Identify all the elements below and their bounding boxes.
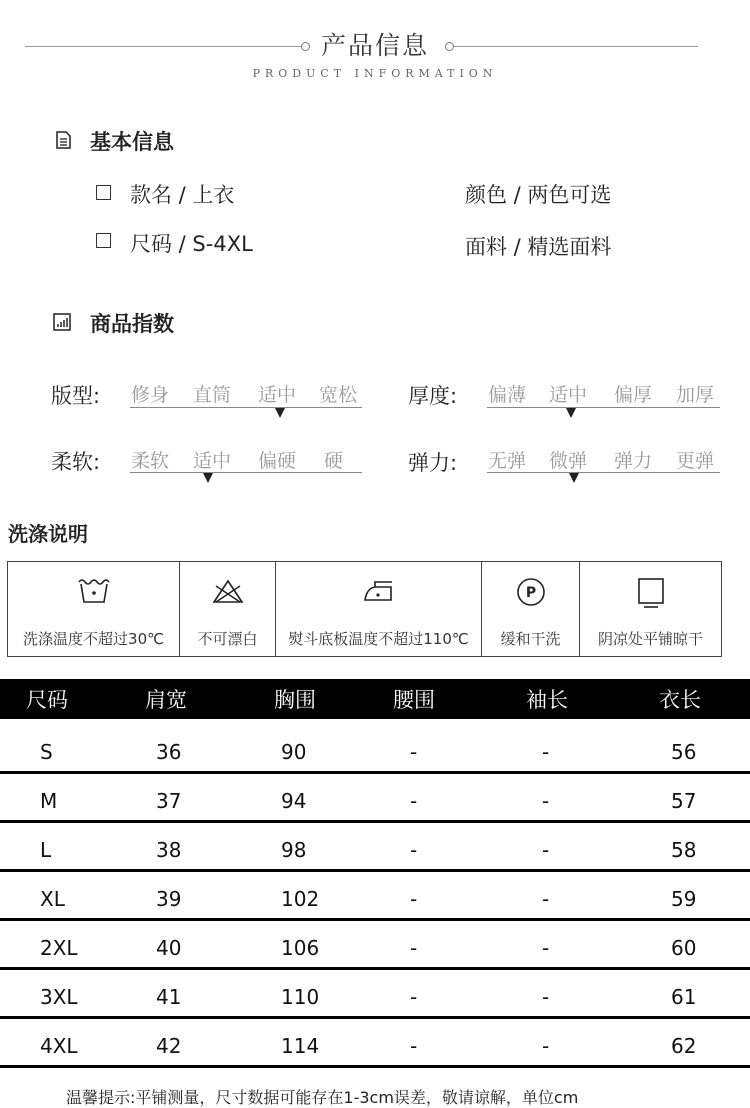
table-cell: - xyxy=(410,887,418,911)
dry-clean-icon xyxy=(482,576,579,612)
header-shoulder: 肩宽 xyxy=(145,688,187,712)
care-dry-text: 阴凉处平铺晾干 xyxy=(597,630,703,648)
index-elasticity-scale xyxy=(487,472,720,473)
tip-text: 温馨提示:平铺测量，尺寸数据可能存在1-3cm误差，敬请谅解，单位cm xyxy=(66,1088,579,1107)
table-cell: 36 xyxy=(156,740,182,764)
table-cell: - xyxy=(410,789,418,813)
product-index-title: 商品指数 xyxy=(90,312,174,336)
table-cell: 110 xyxy=(281,985,320,1009)
info-size: 尺码 / S-4XL xyxy=(130,232,253,256)
header-chest: 胸围 xyxy=(274,688,316,712)
checkbox-icon xyxy=(96,233,111,248)
table-row xyxy=(0,725,750,774)
table-cell: L xyxy=(40,838,52,862)
table-row xyxy=(0,774,750,823)
index-thickness-option: 适中 xyxy=(549,384,588,406)
care-cell-dryclean xyxy=(482,562,580,656)
care-cell-wash xyxy=(8,562,180,656)
table-cell: 61 xyxy=(671,985,697,1009)
index-softness-scale xyxy=(130,472,362,473)
table-cell: 58 xyxy=(671,838,697,862)
table-cell: - xyxy=(410,985,418,1009)
table-cell: 4XL xyxy=(40,1034,78,1058)
index-elasticity-option: 无弹 xyxy=(488,450,527,472)
index-fit-label: 版型: xyxy=(51,384,101,408)
table-cell: 3XL xyxy=(40,985,78,1009)
table-cell: - xyxy=(410,740,418,764)
index-softness-option: 偏硬 xyxy=(258,450,297,472)
index-fit-option: 宽松 xyxy=(319,384,358,406)
info-style: 款名 / 上衣 xyxy=(130,183,235,207)
index-thickness-scale xyxy=(487,407,720,408)
care-title: 洗涤说明 xyxy=(8,522,88,546)
basic-info-title: 基本信息 xyxy=(90,130,174,154)
index-elasticity-marker xyxy=(569,473,579,483)
table-row xyxy=(0,872,750,921)
table-cell: - xyxy=(542,1034,550,1058)
table-cell: 40 xyxy=(156,936,182,960)
flat-dry-icon xyxy=(580,576,721,612)
table-row xyxy=(0,1019,750,1068)
page-subtitle: PRODUCT INFORMATION xyxy=(252,67,498,80)
care-cell-bleach xyxy=(180,562,276,656)
index-elasticity-option: 更弹 xyxy=(676,450,715,472)
table-cell: 114 xyxy=(281,1034,320,1058)
table-cell: - xyxy=(410,936,418,960)
table-cell: 56 xyxy=(671,740,697,764)
page-title: 产品信息 xyxy=(320,31,429,60)
care-iron-text: 熨斗底板温度不超过110℃ xyxy=(288,630,469,648)
index-fit-option: 修身 xyxy=(131,384,170,406)
row-divider xyxy=(0,1065,750,1068)
table-cell: - xyxy=(542,936,550,960)
index-fit-option: 直筒 xyxy=(193,384,232,406)
table-cell: - xyxy=(542,838,550,862)
table-cell: - xyxy=(542,740,550,764)
index-thickness-option: 偏厚 xyxy=(614,384,653,406)
table-cell: 59 xyxy=(671,887,697,911)
table-cell: 102 xyxy=(281,887,320,911)
index-elasticity-label: 弹力: xyxy=(408,451,458,475)
table-cell: 62 xyxy=(671,1034,697,1058)
table-cell: 41 xyxy=(156,985,182,1009)
table-cell: XL xyxy=(40,887,65,911)
index-softness-option: 适中 xyxy=(193,450,232,472)
table-cell: 39 xyxy=(156,887,182,911)
size-table-header xyxy=(0,679,750,719)
table-row xyxy=(0,921,750,970)
table-cell: 38 xyxy=(156,838,182,862)
care-cell-dry xyxy=(580,562,721,656)
index-softness-option: 柔软 xyxy=(131,450,170,472)
info-color: 颜色 / 两色可选 xyxy=(465,183,612,207)
table-cell: M xyxy=(40,789,58,813)
care-cell-iron xyxy=(276,562,482,656)
index-thickness-option: 加厚 xyxy=(676,384,715,406)
index-thickness-label: 厚度: xyxy=(408,384,458,408)
index-softness-marker xyxy=(203,473,213,483)
index-thickness-marker xyxy=(566,408,576,418)
table-cell: - xyxy=(410,838,418,862)
index-elasticity-option: 微弹 xyxy=(549,450,588,472)
index-softness-option: 硬 xyxy=(324,450,344,472)
iron-icon xyxy=(276,576,481,612)
header-size: 尺码 xyxy=(26,688,68,712)
info-fabric: 面料 / 精选面料 xyxy=(465,235,612,259)
table-cell: 94 xyxy=(281,789,307,813)
table-cell: 106 xyxy=(281,936,320,960)
table-cell: 60 xyxy=(671,936,697,960)
index-fit-scale xyxy=(130,407,362,408)
index-fit-marker xyxy=(275,408,285,418)
care-bleach-text: 不可漂白 xyxy=(197,630,258,648)
checkbox-icon xyxy=(96,185,111,200)
header-sleeve: 袖长 xyxy=(526,688,568,712)
index-thickness-option: 偏薄 xyxy=(488,384,527,406)
care-table xyxy=(7,561,722,657)
no-bleach-icon xyxy=(180,576,275,612)
index-softness-label: 柔软: xyxy=(51,450,101,474)
svg-text:P: P xyxy=(525,585,536,601)
index-fit-option: 适中 xyxy=(258,384,297,406)
table-cell: - xyxy=(542,985,550,1009)
wash-30-icon xyxy=(8,576,179,612)
table-cell: - xyxy=(542,887,550,911)
index-elasticity-option: 弹力 xyxy=(614,450,653,472)
header-length: 衣长 xyxy=(659,688,701,712)
table-cell: 57 xyxy=(671,789,697,813)
care-dryclean-text: 缓和干洗 xyxy=(500,630,561,648)
table-cell: 98 xyxy=(281,838,307,862)
table-cell: 42 xyxy=(156,1034,182,1058)
table-row xyxy=(0,823,750,872)
document-icon xyxy=(54,131,72,149)
table-cell: - xyxy=(542,789,550,813)
table-cell: 90 xyxy=(281,740,307,764)
bar-chart-icon xyxy=(53,313,71,331)
table-cell: - xyxy=(410,1034,418,1058)
table-cell: 37 xyxy=(156,789,182,813)
table-cell: S xyxy=(40,740,53,764)
table-row xyxy=(0,970,750,1019)
care-wash-text: 洗涤温度不超过30℃ xyxy=(23,630,164,648)
header-waist: 腰围 xyxy=(393,688,435,712)
table-cell: 2XL xyxy=(40,936,78,960)
